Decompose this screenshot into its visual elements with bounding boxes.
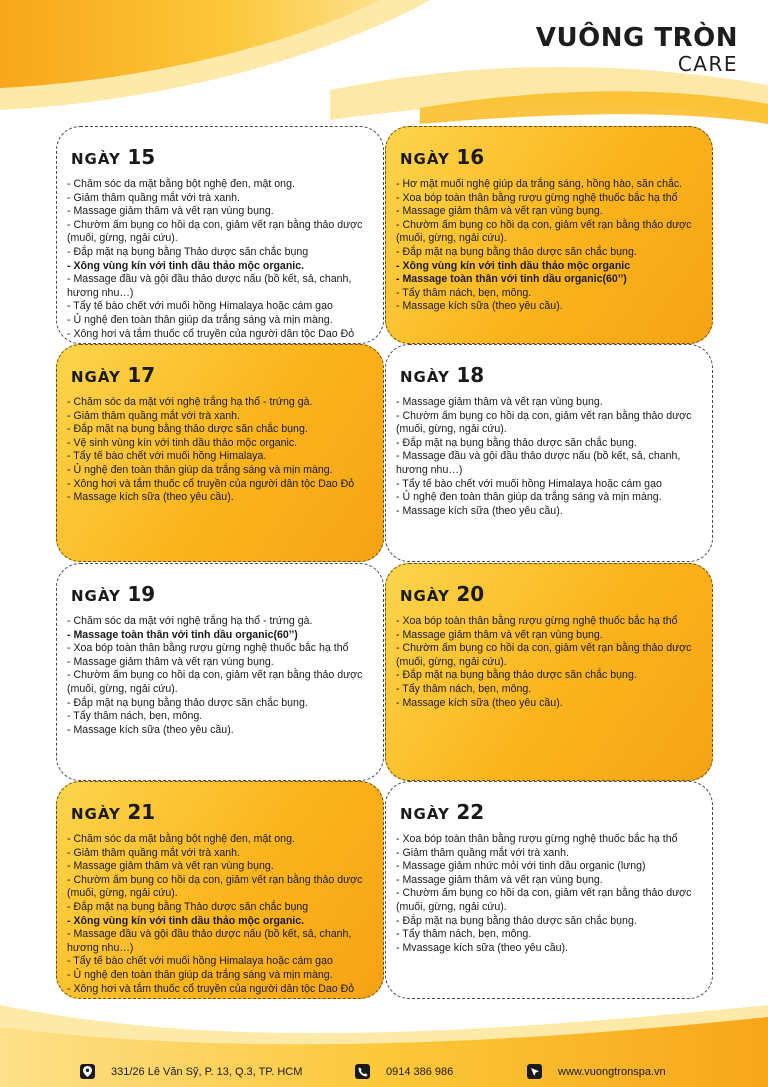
brand-subtitle: CARE — [677, 52, 738, 76]
list-item: - Xoa bóp toàn thân bằng rượu gừng nghệ thuốc bắc hạ thổ — [396, 191, 678, 204]
list-item: - Tẩy tế bào chết với muối hồng Himalaya hoặc cám gạo — [396, 477, 662, 490]
list-item: - Massage giảm nhức mỏi với tinh dầu organic (lưng) — [396, 860, 646, 873]
day-number: 16 — [456, 145, 485, 169]
day-title — [71, 145, 373, 172]
day-label: NGÀY — [400, 368, 450, 386]
list-item: - Đắp mặt nạ bụng bằng thảo dược săn chắc bụng. — [67, 423, 308, 436]
day-number: 21 — [127, 800, 156, 824]
list-item: - Xông vùng kín với tinh dầu thảo mộc organic — [396, 259, 631, 272]
footer-address-text: 331/26 Lê Văn Sỹ, P. 13, Q.3, TP. HCM — [111, 1065, 303, 1078]
activity-list — [67, 178, 373, 341]
day-card-20 — [385, 563, 713, 781]
list-item: - Ủ nghệ đen toàn thân giúp da trắng sáng và mịn màng. — [67, 968, 333, 981]
day-title — [400, 800, 702, 827]
list-item: - Tẩy tế bào chết với muối hồng Himalaya hoặc cám gạo — [67, 955, 333, 968]
list-item: - Massage kích sữa (theo yêu cầu). — [67, 723, 234, 736]
list-item: - Massage giảm thâm và vết rạn vùng bụng. — [67, 205, 274, 218]
list-item: - Giảm thâm quầng mắt với trà xanh. — [67, 409, 240, 422]
list-item: - Tẩy thâm nách, bẹn, mông. — [67, 710, 203, 723]
day-label: NGÀY — [71, 587, 121, 605]
list-item: - Tẩy tế bào chết với muối hồng Himalaya. — [67, 450, 267, 463]
footer-contact — [0, 1060, 768, 1084]
list-item: - Ủ nghệ đen toàn thân giúp da trắng sáng và mịn màng. — [67, 463, 333, 476]
list-item: - Chườm ấm bụng co hồi dạ con, giảm vết rạn bằng thảo dược (muối, gừng, ngải cứu). — [396, 642, 692, 668]
list-item: - Massage giảm thâm và vết rạn vùng bụng. — [396, 628, 603, 641]
list-item: - Tẩy tế bào chết với muối hồng Himalaya hoặc cám gạo — [67, 300, 333, 313]
day-number: 17 — [127, 363, 156, 387]
list-item: - Massage kích sữa (theo yêu cầu). — [67, 491, 234, 504]
list-item: - Đắp mặt nạ bụng bằng thảo dược săn chắc bụng. — [396, 914, 637, 927]
day-card-19 — [56, 563, 384, 781]
list-item: - Chườm ấm bụng co hồi dạ con, giảm vết rạn bằng thảo dược (muối, gừng, ngải cứu). — [396, 409, 692, 436]
list-item: - Massage toàn thân với tinh dầu organic(60’’) — [67, 628, 298, 641]
list-item: - Ủ nghệ đen toàn thân giúp da trắng sáng và mịn màng. — [67, 313, 333, 326]
cursor-icon — [527, 1064, 542, 1079]
list-item: - Đắp mặt nạ bụng bằng Thảo dược săn chắc bụng — [67, 900, 309, 913]
list-item: - Hơ mặt muối nghệ giúp da trắng sáng, hồng hào, săn chắc. — [396, 178, 683, 190]
list-item: - Massage đầu và gội đầu thảo dược nấu (bồ kết, sả, chanh, hương nhu…) — [396, 450, 681, 476]
list-item: - Massage kích sữa (theo yêu cầu). — [396, 696, 563, 709]
brand-logo — [536, 24, 738, 76]
activity-list — [67, 396, 373, 505]
list-item: - Xông vùng kín với tinh dầu thảo mộc organic. — [67, 914, 305, 927]
list-item: - Chăm sóc da mặt với nghệ trắng hạ thổ - trứng gà. — [67, 396, 313, 408]
activity-list — [67, 615, 373, 737]
footer-phone-text[interactable]: 0914 386 986 — [386, 1065, 454, 1078]
list-item: - Massage đầu và gội đầu thảo dược nấu (bồ kết, sả, chanh, hương nhu…) — [67, 928, 352, 954]
brand-name: VUÔNG TRÒN — [535, 23, 738, 53]
day-card-18 — [385, 344, 713, 562]
list-item: - Massage giảm thâm và vết rạn vùng bụng. — [67, 655, 274, 668]
day-title — [71, 582, 373, 609]
day-card-22 — [385, 781, 713, 999]
day-number: 20 — [456, 582, 485, 606]
day-label: NGÀY — [400, 587, 450, 605]
day-card-15 — [56, 126, 384, 344]
list-item: - Đắp mặt nạ bụng bằng Thảo dược săn chắc bụng — [67, 245, 309, 258]
day-number: 18 — [456, 363, 485, 387]
day-number: 19 — [127, 582, 156, 606]
list-item: - Giảm thâm quầng mắt với trà xanh. — [67, 191, 240, 204]
list-item: - Mvassage kích sữa (theo yêu cầu). — [396, 941, 568, 954]
list-item: - Chăm sóc da mặt bằng bột nghệ đen, mật ong. — [67, 833, 295, 845]
list-item: - Chăm sóc da mặt với nghệ trắng hạ thổ - trứng gà. — [67, 615, 313, 627]
day-card-17 — [56, 344, 384, 562]
list-item: - Chườm ấm bụng co hồi dạ con, giảm vết rạn bằng thảo dược (muối, gừng, ngải cứu). — [67, 873, 363, 900]
list-item: - Giảm thâm quầng mắt với trà xanh. — [396, 846, 569, 859]
list-item: - Massage toàn thân với tinh dầu organic(60’’) — [396, 273, 627, 286]
day-title — [71, 800, 373, 827]
day-title — [71, 363, 373, 390]
location-pin-icon — [80, 1064, 95, 1079]
list-item: - Đắp mặt nạ bụng bằng thảo dược săn chắc bụng. — [396, 436, 637, 449]
day-title — [400, 582, 702, 609]
activity-list — [396, 833, 702, 955]
footer-website[interactable] — [527, 1064, 666, 1079]
activity-list — [396, 396, 702, 518]
activity-list — [396, 178, 702, 314]
list-item: - Massage giảm thâm và vết rạn vùng bụng. — [396, 205, 603, 218]
list-item: - Xông hơi và tắm thuốc cổ truyền của người dân tộc Dao Đỏ — [67, 982, 355, 995]
day-title — [400, 363, 702, 390]
list-item: - Vệ sinh vùng kín với tinh dầu thảo mộc organic. — [67, 436, 298, 449]
list-item: - Xoa bóp toàn thân bằng rượu gừng nghệ thuốc bắc hạ thổ — [67, 642, 349, 655]
list-item: - Tẩy thâm nách, bẹn, mông. — [396, 286, 532, 299]
list-item: - Đắp mặt nạ bụng bằng thảo dược săn chắc bụng. — [67, 696, 308, 709]
phone-icon — [355, 1064, 370, 1079]
list-item: - Massage giảm thâm và vết rạn vùng bụng. — [396, 396, 603, 408]
day-number: 22 — [456, 800, 485, 824]
list-item: - Chườm ấm bụng co hồi dạ con, giảm vết rạn bằng thảo dược (muối, gừng, ngải cứu). — [396, 887, 692, 913]
list-item: - Giảm thâm quầng mắt với trà xanh. — [67, 846, 240, 859]
footer-address — [80, 1064, 302, 1079]
footer-website-link[interactable]: www.vuongtronspa.vn — [558, 1065, 666, 1078]
day-card-16 — [385, 126, 713, 344]
list-item: - Xoa bóp toàn thân bằng rượu gừng nghệ thuốc bắc hạ thổ — [396, 833, 678, 845]
day-title — [400, 145, 702, 172]
list-item: - Chườm ấm bụng co hồi dạ con, giảm vết rạn bằng thảo dược (muối, gừng, ngải cứu). — [396, 218, 692, 245]
list-item: - Chăm sóc da mặt bằng bột nghệ đen, mật ong. — [67, 178, 295, 190]
day-card-21 — [56, 781, 384, 999]
list-item: - Massage kích sữa (theo yêu cầu). — [396, 504, 563, 517]
day-label: NGÀY — [71, 368, 121, 386]
list-item: - Xoa bóp toàn thân bằng rượu gừng nghệ thuốc bắc hạ thổ — [396, 615, 678, 627]
list-item: - Chườm ấm bụng co hồi dạ con, giảm vết rạn bằng thảo dược (muối, gừng, ngải cứu). — [67, 669, 363, 695]
day-number: 15 — [127, 145, 156, 169]
footer-phone[interactable] — [355, 1064, 453, 1079]
list-item: - Xông hơi và tắm thuốc cổ truyền của người dân tộc Dao Đỏ — [67, 327, 355, 340]
list-item: - Xông hơi và tắm thuốc cổ truyền của người dân tộc Dao Đỏ — [67, 477, 355, 490]
day-label: NGÀY — [400, 150, 450, 168]
list-item: - Tẩy thâm nách, bẹn, mông. — [396, 682, 532, 695]
day-label: NGÀY — [400, 805, 450, 823]
list-item: - Xông vùng kín với tinh dầu thảo mộc organic. — [67, 259, 305, 272]
day-label: NGÀY — [71, 150, 121, 168]
list-item: - Massage giảm thâm và vết rạn vùng bụng. — [67, 860, 274, 873]
activity-list — [67, 833, 373, 996]
day-label: NGÀY — [71, 805, 121, 823]
list-item: - Tẩy thâm nách, bẹn, mông. — [396, 928, 532, 941]
list-item: - Ủ nghệ đen toàn thân giúp da trắng sáng và mịn màng. — [396, 491, 662, 504]
list-item: - Massage giảm thâm và vết rạn vùng bụng. — [396, 873, 603, 886]
list-item: - Đắp mặt nạ bụng bằng thảo dược săn chắc bụng. — [396, 669, 637, 682]
list-item: - Đắp mặt nạ bụng bằng thảo dược săn chắc bụng. — [396, 245, 637, 258]
activity-list — [396, 615, 702, 710]
list-item: - Massage kích sữa (theo yêu cầu). — [396, 300, 563, 313]
list-item: - Massage đầu và gội đầu thảo dược nấu (bồ kết, sả, chanh, hương nhu…) — [67, 273, 352, 299]
list-item: - Chườm ấm bụng co hồi dạ con, giảm vết rạn bằng thảo dược (muối, gừng, ngải cứu). — [67, 218, 363, 245]
